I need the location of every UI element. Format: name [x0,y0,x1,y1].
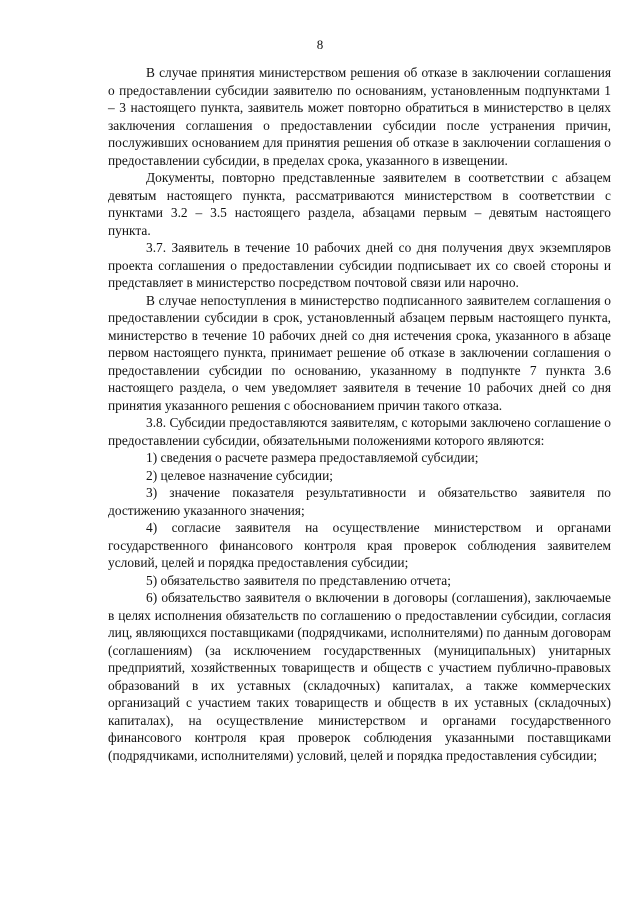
paragraph: Документы, повторно представленные заявителем в соответствии с абзацем девятым настоящего пункта, рассматриваются министерством в соответствии с пунктами 3.2 – 3.5 настоящего раздела, абзацами первым – девятым настоящего пункта. [108,170,611,238]
paragraph: 3.7. Заявитель в течение 10 рабочих дней со дня получения двух экземпляров проекта соглашения о предоставлении субсидии подписывает их со своей стороны и представляет в министерство посредством почтовой связи или нарочно. [108,240,611,290]
list-item: 5) обязательство заявителя по представлению отчета; [146,572,451,588]
list-item: 1) сведения о расчете размера предоставляемой субсидии; [146,450,479,465]
paragraph: В случае принятия министерством решения об отказе в заключении соглашения о предоставлении субсидии заявителю по основаниям, установленным подпунктами 1 – 3 настоящего пункта, заявитель может повторно обратиться в министерство в целях заключения соглашения о предоставлении субсидии после устранения причин, послуживших основанием для принятия решения об отказе в заключении соглашения о предоставлении субсидии, в пределах срока, указанного в извещении. [108,65,611,168]
document-body [108,64,611,764]
list-item: 4) согласие заявителя на осуществление министерством и органами государственного финансового контроля края проверок соблюдения заявителем условий, целей и порядка предоставления субсидии; [108,520,611,570]
list-item: 6) обязательство заявителя о включении в договоры (соглашения), заключаемые в целях исполнения обязательств по соглашению о предоставлении субсидии, согласия лиц, являющихся поставщиками (подрядчиками, исполнителями) по данным договорам (соглашениям) (за исключением государственных (муниципальных) унитарных предприятий, хозяйственных товариществ и обществ с участием публично-правовых образований в их уставных (складочных) капиталах, а также коммерческих организаций с участием таких товариществ и обществ в их уставных (складочных) капиталах), на осуществление министерством и органами государственного финансового контроля края проверок соблюдения указанными поставщиками (подрядчиками, исполнителями) условий, целей и порядка предоставления субсидии; [108,590,611,763]
page-number: 8 [316,37,324,52]
paragraph: 3.8. Субсидии предоставляются заявителям, с которыми заключено соглашение о предоставлении субсидии, обязательными положениями которого являются: [108,415,611,448]
list-item: 2) целевое назначение субсидии; [146,467,333,483]
paragraph: В случае непоступления в министерство подписанного заявителем соглашения о предоставлении субсидии в срок, установленный абзацем первым настоящего пункта, министерство в течение 10 рабочих дней со дня истечения срока, указанного в абзаце первом настоящего пункта, принимает решение об отказе в заключении соглашения о предоставлении субсидии по основанию, указанному в подпункте 7 пункта 3.6 настоящего раздела, о чем уведомляет заявителя в течение 10 рабочих дней со дня принятия указанного решения с обоснованием причин такого отказа. [108,292,611,413]
list-item: 3) значение показателя результативности и обязательство заявителя по достижению указанного значения; [108,485,611,518]
